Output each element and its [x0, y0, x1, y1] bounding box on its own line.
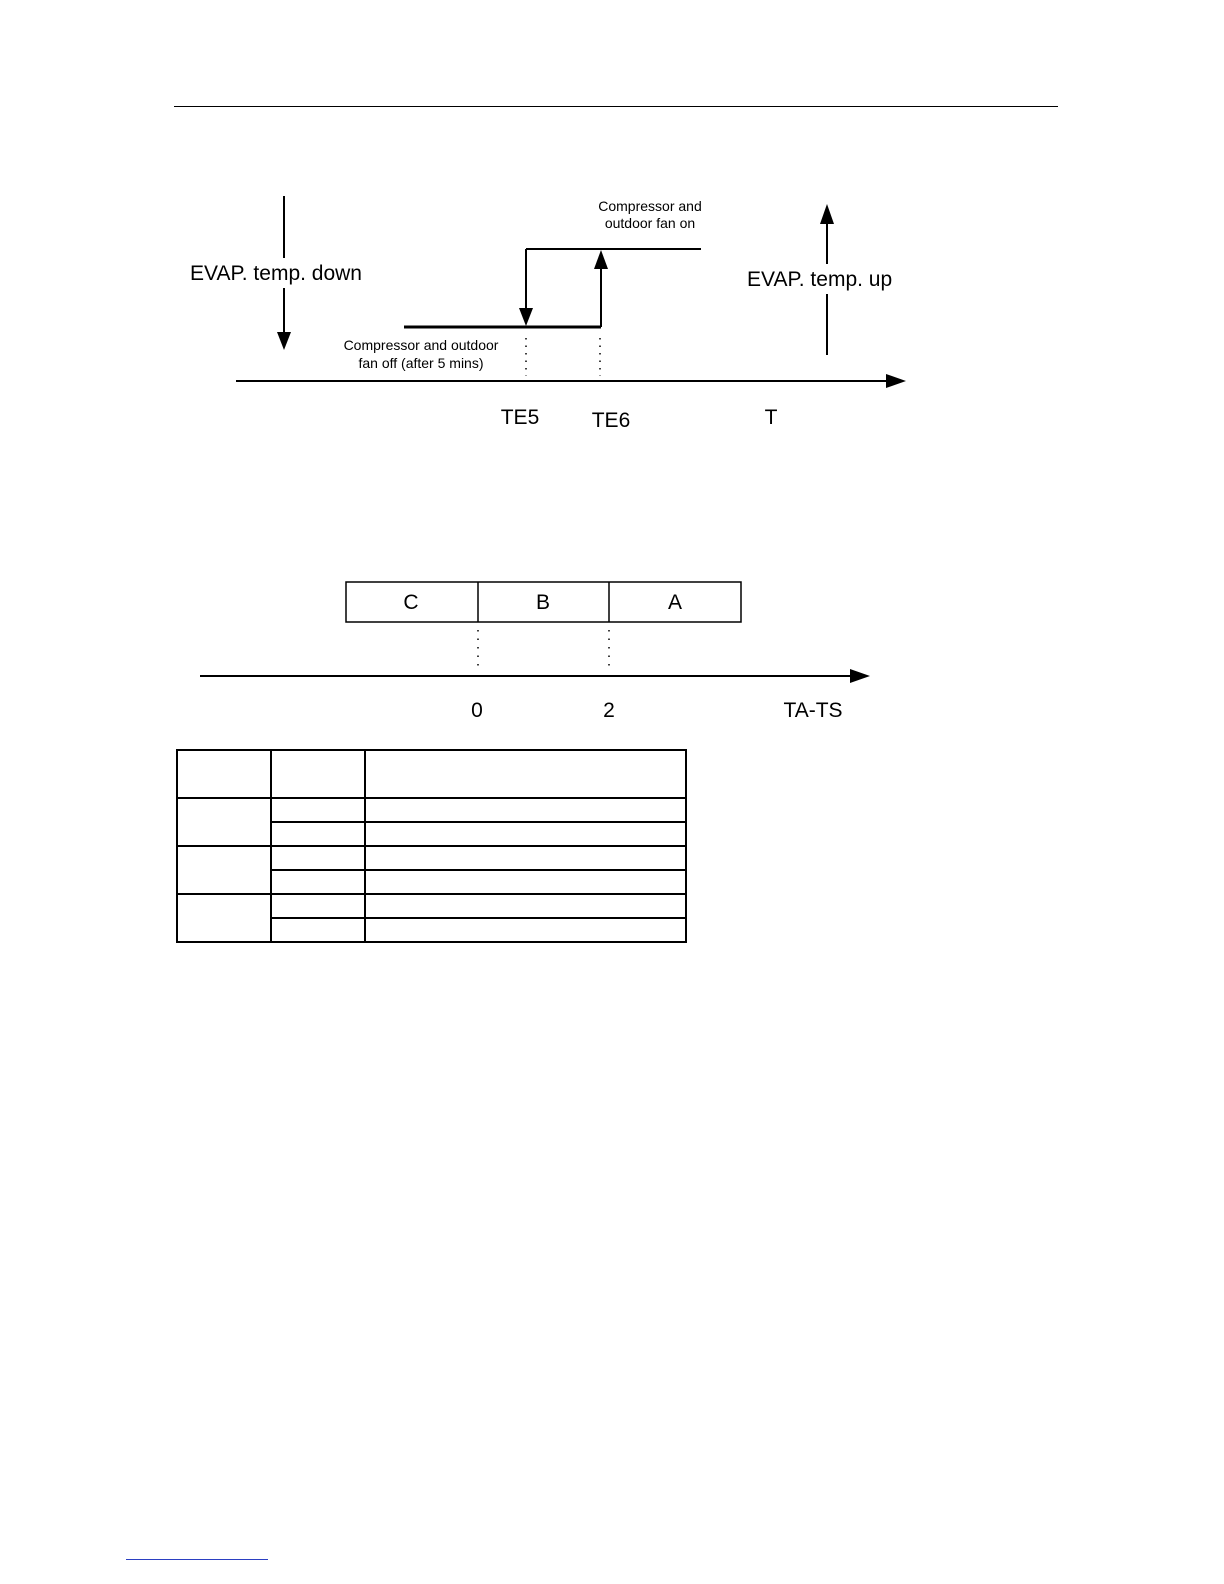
turn-off-arrowhead — [519, 308, 533, 326]
table-header-cell — [177, 750, 271, 798]
table-row — [177, 846, 686, 870]
table-cell — [365, 846, 686, 870]
tick-0: 0 — [471, 699, 483, 722]
table-group-cell — [177, 798, 271, 846]
zone-diagram — [200, 582, 870, 722]
tick-te5: TE5 — [500, 406, 540, 429]
compressor-off-label-line1: Compressor and outdoor — [343, 337, 499, 353]
evap-protection-diagram — [186, 196, 912, 432]
evap-up-label: EVAP. temp. up — [747, 268, 893, 291]
table-group-cell — [177, 846, 271, 894]
table-cell — [365, 894, 686, 918]
temperature-axis-arrowhead — [886, 374, 906, 388]
evaporator-diagrams — [0, 0, 1224, 760]
evap-up-arrowhead — [820, 204, 834, 224]
table-header-row — [177, 750, 686, 798]
table-cell — [271, 870, 365, 894]
table-cell — [271, 894, 365, 918]
footer-link-underline[interactable] — [126, 1559, 268, 1560]
turn-on-arrowhead — [594, 250, 608, 269]
table-cell — [365, 822, 686, 846]
table-cell — [271, 846, 365, 870]
compressor-on-label-line1: Compressor and — [598, 198, 702, 214]
compressor-off-label-line2: fan off (after 5 mins) — [358, 355, 484, 371]
table-header-cell — [365, 750, 686, 798]
evap-down-arrowhead — [277, 332, 291, 350]
zone-c: C — [403, 591, 419, 614]
tick-2: 2 — [603, 699, 615, 722]
table-group-cell — [177, 894, 271, 942]
table-cell — [365, 870, 686, 894]
table-cell — [271, 822, 365, 846]
table-row — [177, 798, 686, 822]
zone-table — [176, 749, 687, 943]
table-cell — [365, 918, 686, 942]
table-row — [177, 894, 686, 918]
evap-down-label: EVAP. temp. down — [190, 262, 362, 285]
axis-label-t: T — [764, 406, 778, 429]
table-cell — [271, 918, 365, 942]
table-header-cell — [271, 750, 365, 798]
table-cell — [365, 798, 686, 822]
zone-a: A — [667, 591, 683, 614]
table-cell — [271, 798, 365, 822]
tick-te6: TE6 — [591, 409, 631, 432]
compressor-on-label-line2: outdoor fan on — [604, 215, 696, 231]
zone-b: B — [535, 591, 551, 614]
ta-ts-axis-arrowhead — [850, 669, 870, 683]
axis-label-ta-ts: TA-TS — [783, 699, 843, 722]
